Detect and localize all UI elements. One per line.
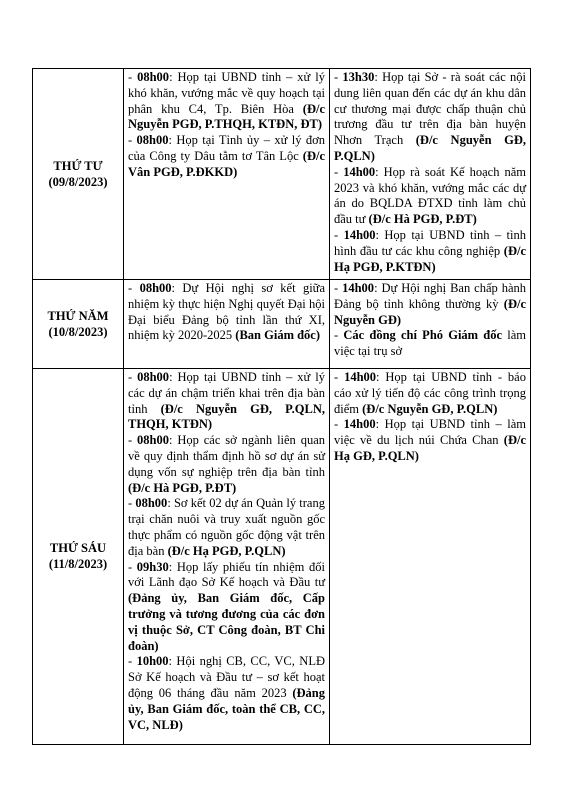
schedule-item: - 14h00: Họp tại UBND tỉnh – tình hình đầu tư các khu công nghiệp (Đ/c Hạ PGĐ, P.KTĐN) (334, 227, 526, 274)
schedule-item: - 08h00: Dự Hội nghị sơ kết giữa nhiệm kỳ thực hiện Nghị quyết Đại hội Đại biểu Đảng bộ tỉnh lần thứ XI, nhiệm kỳ 2020-2025 (Ban Giám đốc) (128, 281, 325, 343)
day-date: (10/8/2023) (48, 324, 108, 339)
schedule-item: - 08h00: Sơ kết 02 dự án Quản lý trang trại chăn nuôi và truy xuất nguồn gốc thực phẩm có nguồn gốc động vật trên địa bàn (Đ/c Hạ PGĐ, P.QLN) (128, 496, 325, 558)
schedule-item: - Các đồng chí Phó Giám đốc làm việc tại trụ sở (334, 328, 526, 359)
schedule-item: - 14h00: Họp tại UBND tỉnh – làm việc về du lịch núi Chứa Chan (Đ/c Hạ GĐ, P.QLN) (334, 417, 526, 463)
afternoon-cell (330, 280, 531, 369)
schedule-row-thursday (33, 280, 531, 369)
day-date: (09/8/2023) (48, 174, 108, 189)
afternoon-cell (330, 69, 531, 280)
schedule-item: - 13h30: Họp tại Sở - rà soát các nội dung liên quan đến các dự án khu dân cư thương mại được chấp thuận chủ trương đầu tư trên địa bàn huyện Nhơn Trạch (Đ/c Nguyễn GĐ, P.QLN) (334, 70, 526, 163)
morning-cell (124, 69, 330, 280)
morning-cell (124, 280, 330, 369)
schedule-row-wednesday (33, 69, 531, 280)
schedule-row-friday (33, 369, 531, 745)
day-name: THỨ TƯ (53, 158, 103, 173)
morning-cell (124, 369, 330, 745)
schedule-item: - 09h30: Họp lấy phiếu tín nhiệm đối với Lãnh đạo Sở Kế hoạch và Đầu tư (Đảng ủy, Ban Giám đốc, Cấp trưởng và tương đương của các đơn vị thuộc Sở, CT Công đoàn, BT Chi đoàn) (128, 559, 325, 653)
day-name: THỨ SÁU (49, 541, 107, 555)
schedule-item: - 08h00: Họp tại Tỉnh ủy – xử lý đơn của Công ty Dâu tằm tơ Tân Lộc (Đ/c Vân PGĐ, P.ĐKKD) (128, 133, 325, 179)
schedule-item: - 08h00: Họp các sở ngành liên quan về quy định thẩm định hồ sơ dự án sử dụng vốn sự nghiệp trên địa bàn tỉnh (Đ/c Hà PGĐ, P.ĐT) (128, 433, 325, 495)
day-date: (11/8/2023) (48, 557, 108, 571)
afternoon-cell (330, 369, 531, 745)
schedule-item: - 08h00: Họp tại UBND tỉnh – xử lý các dự án chậm triển khai trên địa bàn tỉnh (Đ/c Nguyễn GĐ, P.QLN, THQH, KTĐN) (128, 370, 326, 432)
weekly-schedule-table (32, 68, 531, 745)
schedule-item: - 08h00: Họp tại UBND tỉnh – xử lý khó khăn, vướng mắc về quy hoạch tại phân khu C4, Tp. Biên Hòa (Đ/c Nguyễn PGĐ, P.THQH, KTĐN, ĐT) (128, 70, 325, 132)
schedule-item: - 10h00: Hội nghị CB, CC, VC, NLĐ Sở Kế hoạch và Đầu tư – sơ kết hoạt động 06 tháng đầu năm 2023 (Đảng ủy, Ban Giám đốc, toàn thể CB, CC, VC, NLĐ) (128, 654, 325, 732)
day-cell (33, 69, 124, 280)
schedule-item: - 14h00: Họp rà soát Kế hoạch năm 2023 và khó khăn, vướng mắc các dự án do BQLDA ĐTXD tỉnh làm chủ đầu tư (Đ/c Hà PGĐ, P.ĐT) (334, 164, 526, 227)
day-name: THỨ NĂM (47, 308, 109, 323)
day-cell (33, 369, 124, 745)
schedule-item: - 14h00: Họp tại UBND tỉnh - báo cáo xử lý tiến độ các công trình trọng điểm (Đ/c Nguyễn GĐ, P.QLN) (334, 370, 526, 416)
day-cell (33, 280, 124, 369)
schedule-item: - 14h00: Dự Hội nghị Ban chấp hành Đảng bộ tỉnh không thường kỳ (Đ/c Nguyễn GĐ) (334, 281, 526, 327)
